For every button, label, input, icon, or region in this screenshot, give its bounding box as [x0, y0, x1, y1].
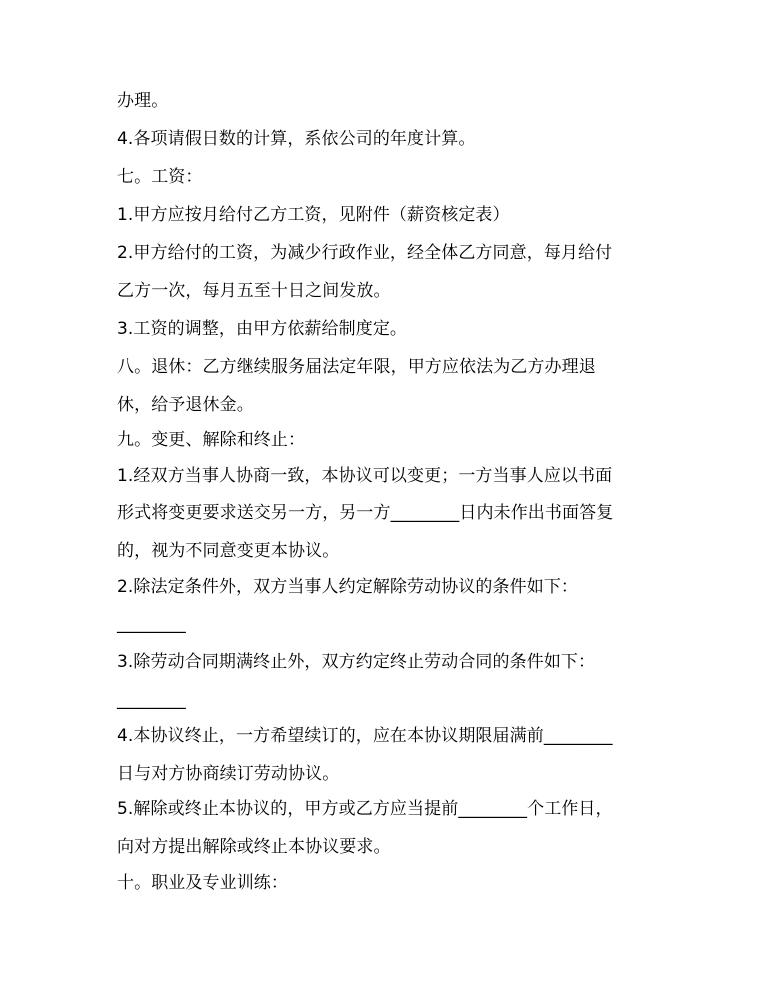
- text-line: 形式将变更要求送交另一方，另一方________日内未作出书面答复: [117, 503, 614, 523]
- blank-field: ________: [117, 690, 186, 710]
- blank-field: ________: [117, 614, 186, 634]
- text-line: 5.解除或终止本协议的，甲方或乙方应当提前________个工作日，: [117, 799, 613, 819]
- text-line: 1.经双方当事人协商一致，本协议可以变更；一方当事人应以书面: [117, 466, 613, 486]
- text-line: 日与对方协商续订劳动协议。: [117, 764, 340, 784]
- section-heading: 七。工资：: [117, 167, 203, 187]
- text-line: 向对方提出解除或终止本协议要求。: [117, 837, 391, 857]
- section-heading: 九。变更、解除和终止：: [117, 430, 306, 450]
- text-line: 办理。: [117, 91, 169, 111]
- text-line: 3.除劳动合同期满终止外，双方约定终止劳动合同的条件如下：: [117, 652, 596, 672]
- text-line: 3.工资的调整，由甲方依薪给制度定。: [117, 319, 408, 339]
- text-line: 4.本协议终止，一方希望续订的，应在本协议期限届满前________: [117, 726, 613, 746]
- text-line: 2.除法定条件外，双方当事人约定解除劳动协议的条件如下：: [117, 577, 579, 597]
- text-line: 乙方一次，每月五至十日之间发放。: [117, 281, 391, 301]
- text-line: 4.各项请假日数的计算，系依公司的年度计算。: [117, 129, 476, 149]
- text-line: 1.甲方应按月给付乙方工资，见附件（薪资核定表）: [117, 205, 510, 225]
- section-heading: 十。职业及专业训练：: [117, 873, 288, 893]
- text-line: 休，给予退休金。: [117, 395, 254, 415]
- text-line: 的，视为不同意变更本协议。: [117, 541, 340, 561]
- text-line: 2.甲方给付的工资，为减少行政作业，经全体乙方同意，每月给付: [117, 243, 613, 263]
- section-heading: 八。退休：乙方继续服务届法定年限，甲方应依法为乙方办理退: [117, 357, 596, 377]
